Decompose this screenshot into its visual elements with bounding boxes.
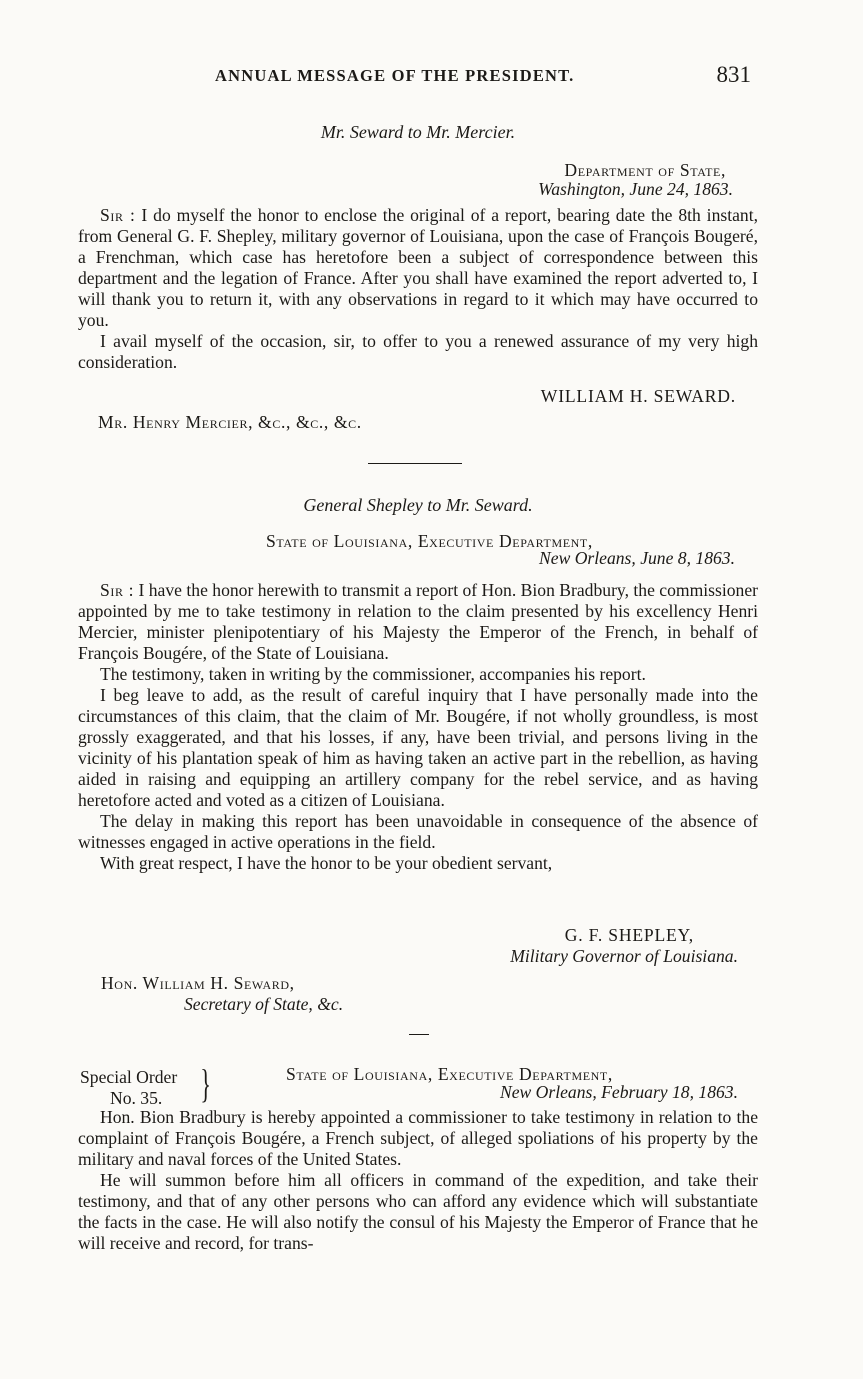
letter2-para1-text: I have the honor herewith to transmit a report of Hon. Bion Bradbury, the commissioner appointed by me to take testimony in relation to the claim presented by his excellency Henri Mercier, minister plenipotentiary of his Majesty the Emperor of the French, in behalf of François Bougére, of the State of Louisiana.: [78, 580, 758, 663]
letter2-signature-title: Military Governor of Louisiana.: [510, 946, 738, 966]
section-divider-1: [368, 463, 462, 464]
brace-symbol: }: [200, 1061, 211, 1106]
letter1-paragraph-1: [78, 205, 758, 331]
letter1-paragraph-2: I avail myself of the occasion, sir, to offer to you a renewed assurance of my very high consideration.: [78, 331, 758, 372]
letter2-paragraph-2: The testimony, taken in writing by the commissioner, accompanies his report.: [100, 664, 646, 684]
letter2-body: [78, 580, 758, 874]
letter2-addressee-name: Hon. William H. Seward,: [101, 973, 295, 993]
order-dateline-place: New Orleans, February 18, 1863.: [500, 1082, 738, 1102]
letter1-salutation: Sir :: [100, 205, 136, 225]
letter2-paragraph-1: [78, 580, 758, 664]
letter2-dateline-place: New Orleans, June 8, 1863.: [539, 548, 735, 568]
page-number: 831: [716, 62, 751, 87]
letter2-paragraph-5: With great respect, I have the honor to be your obedient servant,: [100, 853, 553, 873]
running-header: [0, 62, 863, 92]
letter1-addressee: Mr. Henry Mercier, &c., &c., &c.: [98, 412, 362, 432]
letter2-salutation: Sir :: [100, 580, 135, 600]
letter1-dateline-department: Department of State,: [564, 160, 726, 180]
letter2-signature: G. F. SHEPLEY,: [564, 925, 694, 945]
letter2-heading: General Shepley to Mr. Seward.: [303, 495, 533, 515]
letter1-heading: Mr. Seward to Mr. Mercier.: [320, 122, 516, 142]
letter1-dateline-place: Washington, June 24, 1863.: [538, 179, 733, 199]
letter1-signature: WILLIAM H. SEWARD.: [540, 386, 736, 406]
order-dateline-department: State of Louisiana, Executive Department,: [286, 1064, 613, 1084]
order-body: [78, 1107, 758, 1254]
order-paragraph-1: Hon. Bion Bradbury is hereby appointed a commissioner to take testimony in relation to the complaint of François Bougére, a French subject, of alleged spoliations of his property by the military and naval forces of the United States.: [78, 1107, 758, 1169]
letter2-dateline-department: State of Louisiana, Executive Department,: [266, 531, 593, 551]
special-order-number: No. 35.: [110, 1088, 163, 1108]
letter2-paragraph-3: I beg leave to add, as the result of careful inquiry that I have personally made into the circumstances of this claim, that the claim of Mr. Bougére, if not wholly groundless, is most grossly exaggerated, and that his losses, if any, have been trivial, and persons living in the vicinity of his plantation speak of him as having taken an active part in the rebellion, as having aided in raising and equipping an artillery company for the rebel service, and as having heretofore acted and voted as a citizen of Louisiana.: [78, 685, 758, 810]
section-divider-2: [409, 1034, 429, 1035]
letter1-body: [78, 205, 758, 373]
special-order-title: Special Order: [80, 1067, 178, 1087]
running-title: ANNUAL MESSAGE OF THE PRESIDENT.: [215, 66, 575, 85]
letter2-paragraph-4: The delay in making this report has been unavoidable in consequence of the absence of witnesses engaged in active operations in the field.: [78, 811, 758, 852]
letter1-para1-text: I do myself the honor to enclose the original of a report, bearing date the 8th instant, from General G. F. Shepley, military governor of Louisiana, upon the case of François Bougeré, a Frenchman, which case has heretofore been a subject of correspondence between this department and the legation of France. After you shall have examined the report adverted to, I will thank you to return it, with any observations in regard to it which may have occurred to you.: [78, 205, 758, 330]
letter2-addressee-title: Secretary of State, &c.: [184, 994, 344, 1014]
order-paragraph-2: He will summon before him all officers in command of the expedition, and take their testimony, and that of any other persons who can afford any evidence which will substantiate the facts in the case. He will also notify the consul of his Majesty the Emperor of France that he will receive and record, for trans-: [78, 1170, 758, 1253]
